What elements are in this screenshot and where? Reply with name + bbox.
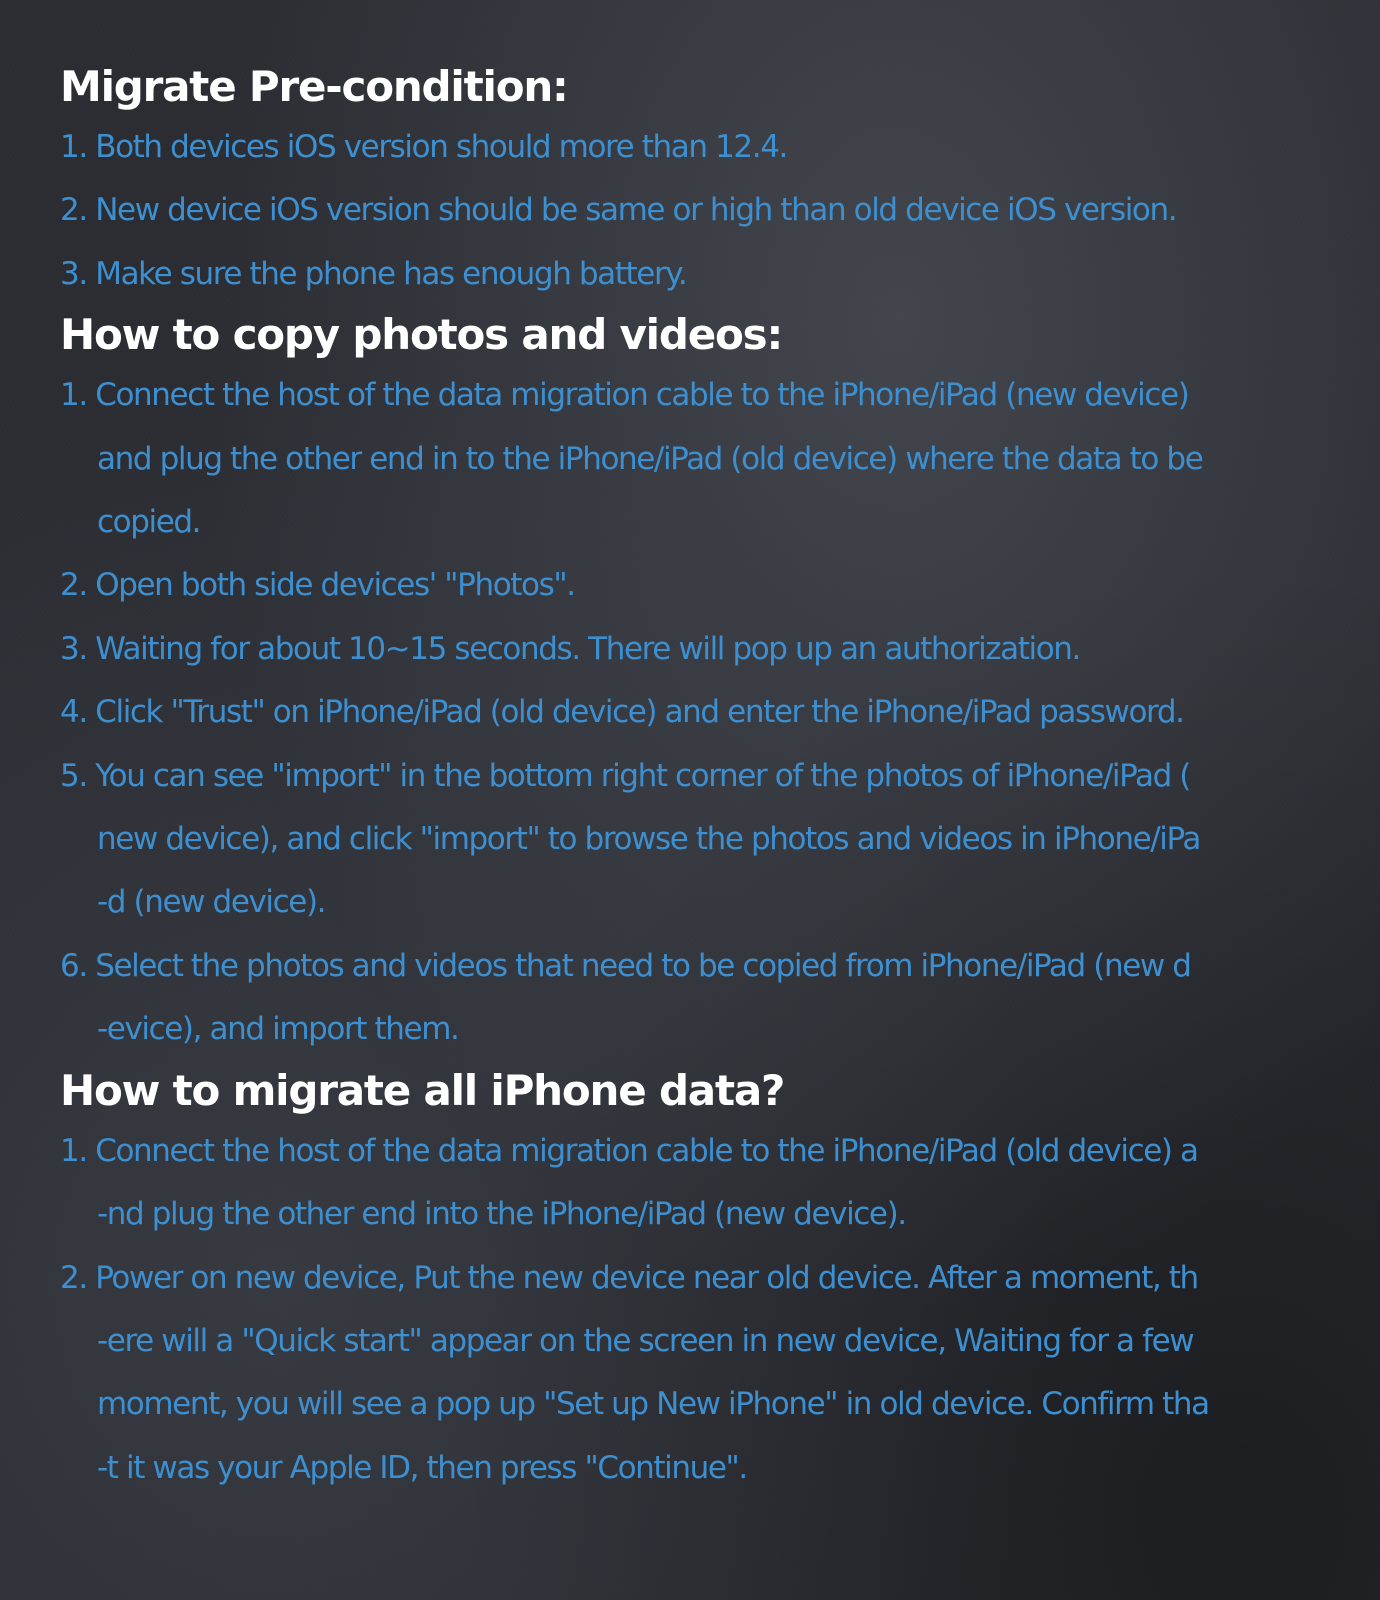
step-line: 2. Power on new device, Put the new device near old device. After a moment, th bbox=[60, 1259, 1198, 1296]
step-line: 1. Connect the host of the data migration cable to the iPhone/iPad (old device) a bbox=[60, 1132, 1198, 1169]
step-line: 3. Make sure the phone has enough battery. bbox=[60, 255, 687, 292]
step-line: new device), and click "import" to browse the photos and videos in iPhone/iPa bbox=[97, 821, 1201, 858]
step-item bbox=[60, 935, 1335, 1062]
step-item bbox=[60, 243, 1335, 306]
section-migrate-all bbox=[60, 1062, 1335, 1500]
step-item bbox=[60, 1247, 1335, 1501]
step-item bbox=[60, 554, 1335, 617]
section-title: How to migrate all iPhone data? bbox=[60, 1065, 785, 1115]
step-item bbox=[60, 116, 1335, 179]
step-line: -nd plug the other end into the iPhone/iPad (new device). bbox=[97, 1196, 906, 1233]
step-item bbox=[60, 618, 1335, 681]
section-title: How to copy photos and videos: bbox=[60, 310, 783, 360]
step-line: 4. Click "Trust" on iPhone/iPad (old device) and enter the iPhone/iPad password. bbox=[60, 694, 1184, 731]
section-precondition bbox=[60, 58, 1335, 306]
step-line: -ere will a "Quick start" appear on the screen in new device, Waiting for a few bbox=[97, 1322, 1194, 1359]
step-item bbox=[60, 745, 1335, 935]
step-line: 2. New device iOS version should be same or high than old device iOS version. bbox=[60, 192, 1177, 229]
instructions-document bbox=[60, 58, 1335, 1500]
step-line: 1. Both devices iOS version should more than 12.4. bbox=[60, 129, 787, 165]
step-line: moment, you will see a pop up "Set up New iPhone" in old device. Confirm tha bbox=[97, 1386, 1209, 1423]
step-line: 1. Connect the host of the data migration cable to the iPhone/iPad (new device) bbox=[60, 377, 1189, 414]
step-line: copied. bbox=[97, 504, 201, 541]
step-item bbox=[60, 1120, 1335, 1247]
step-line: 5. You can see "import" in the bottom right corner of the photos of iPhone/iPad ( bbox=[60, 757, 1191, 794]
step-item bbox=[60, 364, 1335, 554]
step-item bbox=[60, 681, 1335, 744]
step-line: 2. Open both side devices' "Photos". bbox=[60, 567, 575, 604]
step-line: 3. Waiting for about 10~15 seconds. There will pop up an authorization. bbox=[60, 630, 1080, 667]
section-copy-photos bbox=[60, 306, 1335, 1061]
section-title: Migrate Pre-condition: bbox=[60, 62, 568, 111]
step-line: and plug the other end in to the iPhone/iPad (old device) where the data to be bbox=[97, 440, 1203, 477]
step-line: -t it was your Apple ID, then press "Continue". bbox=[97, 1449, 747, 1486]
step-line: 6. Select the photos and videos that need to be copied from iPhone/iPad (new d bbox=[60, 947, 1191, 984]
step-item bbox=[60, 179, 1335, 242]
step-line: -evice), and import them. bbox=[97, 1011, 459, 1048]
step-line: -d (new device). bbox=[97, 884, 326, 921]
